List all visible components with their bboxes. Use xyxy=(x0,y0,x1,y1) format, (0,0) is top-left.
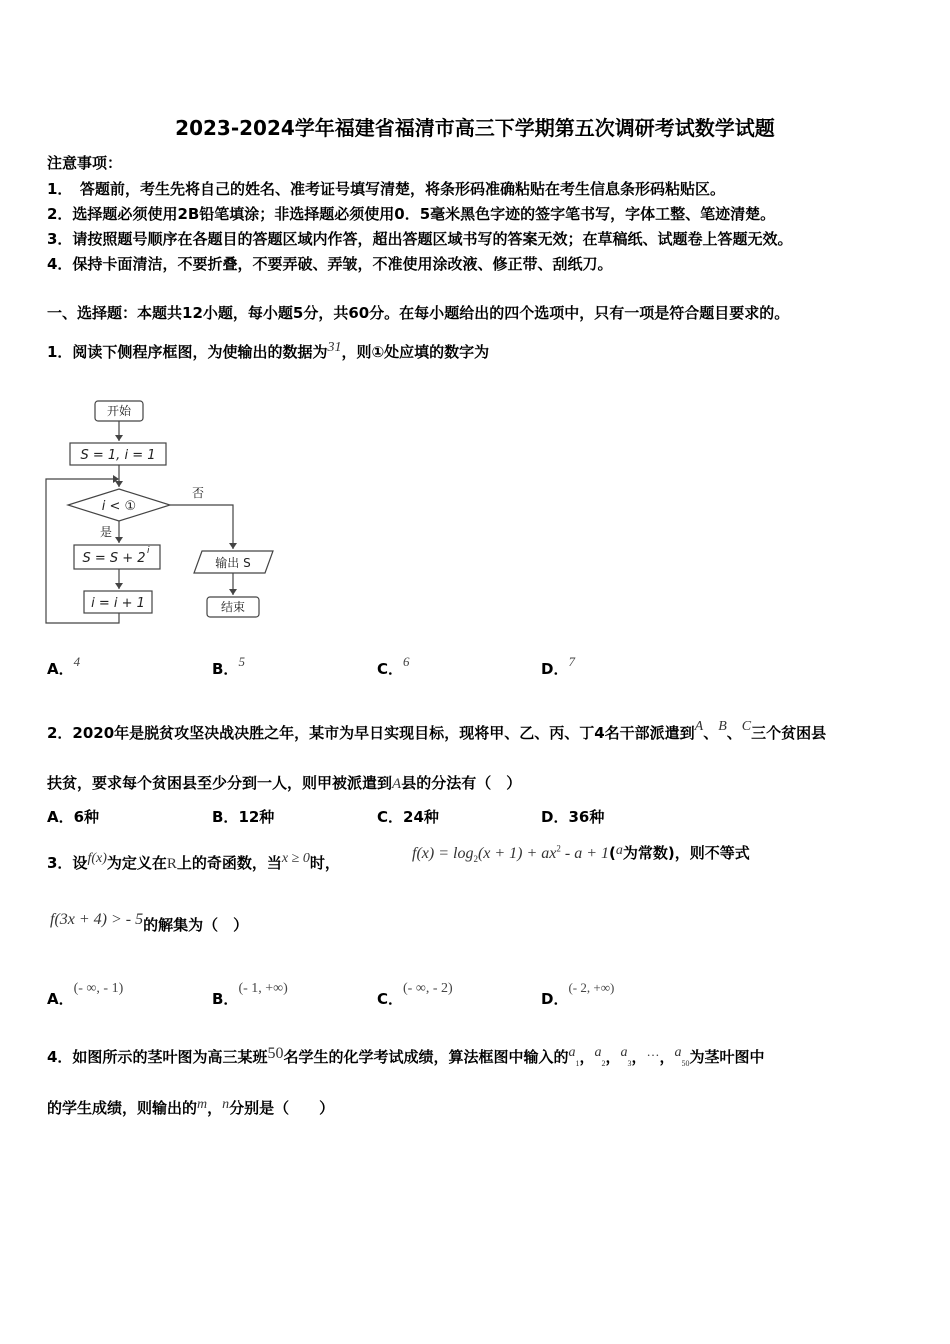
flowchart-update-s-label: S = S + 2 xyxy=(82,551,146,566)
notice-item: 4．保持卡面清洁，不要折叠，不要弄破、弄皱，不准使用涂改液、修正带、刮纸刀。 xyxy=(47,255,613,273)
q3-option-a: A．(- ∞, - 1) xyxy=(47,981,124,1008)
question-2-line-2: 扶贫，要求每个贫困县至少分到一人，则甲被派遣到A县的分法有（ ） xyxy=(47,774,522,792)
flowchart-update-s-superscript: i xyxy=(147,546,150,556)
flowchart-no-label: 否 xyxy=(192,486,205,500)
notice-item: 2．选择题必须使用2B铅笔填涂；非选择题必须使用0．5毫米黑色字迹的签字笔书写，字体工整、笔迹清楚。 xyxy=(47,205,776,223)
q3-option-c: C．(- ∞, - 2) xyxy=(377,981,453,1008)
section-heading: 一、选择题：本题共12小题，每小题5分，共60分。在每小题给出的四个选项中，只有一项是符合题目要求的。 xyxy=(47,304,790,322)
question-3-line-1: 3．设f(x)为定义在R上的奇函数，当x ≥ 0时， xyxy=(47,851,340,872)
question-1-text: 1．阅读下侧程序框图，为使输出的数据为31，则①处应填的数字为 xyxy=(47,340,490,361)
question-3-formula: $f(x) = \log_2(x + 1) + ax^2 - a + 1(a$为常数)，则不等式 xyxy=(412,843,750,865)
question-4-line-1: 4．如图所示的茎叶图为高三某班50名学生的化学考试成绩，算法框图中输入的$a_1$，$a_2$，$a_3$，…，$a_{50}$为茎叶图中 xyxy=(47,1044,765,1068)
flowchart-start-label: 开始 xyxy=(106,404,132,418)
q3-option-d: D．$^{(- 2, +\infty)}$ xyxy=(541,980,615,1008)
notice-item: 3．请按照题号顺序在各题目的答题区域内作答，超出答题区域书写的答案无效；在草稿纸、试题卷上答题无效。 xyxy=(47,230,793,248)
flowchart-end-label: 结束 xyxy=(220,600,246,614)
q2-option-b: B．12种 xyxy=(212,808,275,826)
question-4-line-2: 的学生成绩，则输出的m，n分别是（ ） xyxy=(47,1097,335,1117)
q1-option-c: C．$^6$ xyxy=(377,654,410,678)
question-3-inequality: f(3x + 4) > - 5的解集为（ ） xyxy=(50,911,249,934)
flowchart xyxy=(40,395,290,630)
q2-option-a: A．6种 xyxy=(47,808,100,826)
notice-heading: 注意事项： xyxy=(47,154,123,172)
q1-option-d: D．$^7$ xyxy=(541,654,575,678)
question-2-line-1: 2．2020年是脱贫攻坚决战决胜之年，某市为早日实现目标，现将甲、乙、丙、丁4名干部派遣到A、B、C三个贫困县 xyxy=(47,719,827,742)
flowchart-yes-label: 是 xyxy=(100,525,113,539)
q2-option-c: C．24种 xyxy=(377,808,439,826)
flowchart-output-label: 输出 S xyxy=(215,556,251,570)
q3-option-b: B．(- 1, +∞) xyxy=(212,981,288,1008)
q2-option-d: D．36种 xyxy=(541,808,605,826)
flowchart-init-label: S = 1, i = 1 xyxy=(80,448,156,463)
notice-item: 1． 答题前，考生先将自己的姓名、准考证号填写清楚，将条形码准确粘贴在考生信息条形码粘贴区。 xyxy=(47,180,725,198)
page-title: 2023-2024学年福建省福清市高三下学期第五次调研考试数学试题 xyxy=(175,116,775,140)
flowchart-update-i-label: i = i + 1 xyxy=(91,596,145,611)
q1-option-b: B．$^5$ xyxy=(212,654,245,678)
flowchart-condition-label: i < ① xyxy=(101,499,137,514)
q1-option-a: A．$^4$ xyxy=(47,654,81,678)
